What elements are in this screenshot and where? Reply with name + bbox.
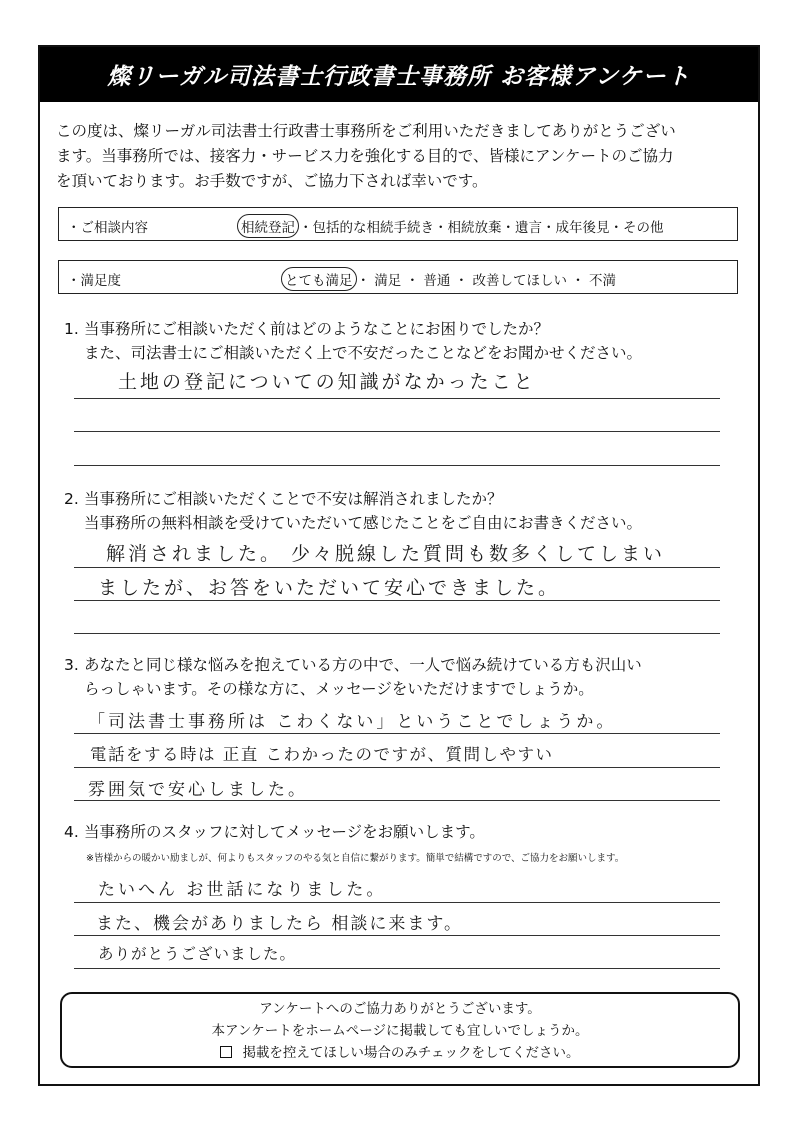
answer-rule [74,968,720,969]
answer-rule [74,567,720,568]
answer-3-line-3[interactable]: 雰囲気で安心しました。 [88,780,308,800]
question-2 [64,487,642,535]
answer-rule [74,733,720,734]
question-text: 当事務所の無料相談を受けていただいて感じたことをご自由にお書きください。 [84,514,643,532]
answer-rule [74,935,720,936]
question-3 [64,653,642,701]
question-text: 当事務所にご相談いただくことで不安は解消されましたか？ [84,490,503,508]
question-text: また、司法書士にご相談いただく上で不安だったことなどをお聞かせください。 [84,344,643,362]
footer-question: 本アンケートをホームページに掲載しても宜しいでしょうか。 [211,1023,589,1039]
consult-type-selected[interactable]: 相続登記 [237,214,299,238]
answer-2-line-2[interactable]: ましたが、お答をいただいて安心できました。 [98,577,561,599]
answer-3-line-1[interactable]: 「司法書士事務所は こわくない」ということでしょうか。 [88,712,617,732]
intro-line: ます。当事務所では、接客力・サービス力を強化する目的で、皆様にアンケートのご協力 [56,147,674,165]
answer-rule [74,431,720,432]
question-number: 3. [64,656,79,674]
answer-4-line-1[interactable]: たいへん お世話になりました。 [98,880,387,900]
question-1 [64,317,642,365]
consult-type-other-options[interactable]: ・包括的な相続手続き・相続放棄・遺言・成年後見・その他 [299,220,664,236]
answer-4-line-2[interactable]: また、機会がありましたら 相談に来ます。 [96,914,464,934]
answer-1-line-1[interactable]: 土地の登記についての知識がなかったこと [118,371,536,393]
satisfaction-options [281,269,616,289]
consult-type-label: ・ご相談内容 [67,220,148,236]
satisfaction-box [58,260,738,294]
form-title: 燦リーガル司法書士行政書士事務所 お客様アンケート [40,47,758,102]
answer-rule [74,600,720,601]
intro-text [56,119,746,194]
answer-4-line-3[interactable]: ありがとうございました。 [98,945,297,963]
question-text: 当事務所のスタッフに対してメッセージをお願いします。 [84,823,485,841]
satisfaction-other-options[interactable]: ・ 満足 ・ 普通 ・ 改善してほしい ・ 不満 [356,273,617,289]
question-number: 4. [64,823,79,841]
survey-form [38,45,760,1086]
answer-2-line-1[interactable]: 解消されました。 少々脱線した質問も数多くしてしまい [106,543,666,565]
consult-type-options [237,216,664,236]
publish-opt-out-checkbox[interactable] [220,1046,232,1058]
publish-opt-out-label: 掲載を控えてほしい場合のみチェックをしてください。 [242,1045,580,1061]
footer-box [60,992,740,1068]
intro-line: を頂いております。お手数ですが、ご協力下されば幸いです。 [56,172,488,190]
answer-rule [74,902,720,903]
answer-rule [74,465,720,466]
question-text: らっしゃいます。その様な方に、メッセージをいただけますでしょうか。 [84,680,594,698]
question-4 [64,820,485,844]
footer-checkbox-row [62,1042,738,1064]
answer-3-line-2[interactable]: 電話をする時は 正直 こわかったのですが、質問しやすい [90,745,554,764]
question-number: 1. [64,320,79,338]
question-text: 当事務所にご相談いただく前はどのようなことにお困りでしたか？ [84,320,550,338]
question-number: 2. [64,490,79,508]
answer-rule [74,398,720,399]
answer-rule [74,767,720,768]
footer-thanks: アンケートへのご協力ありがとうございます。 [259,1001,541,1017]
answer-rule [74,800,720,801]
answer-rule [74,633,720,634]
satisfaction-label: ・満足度 [67,273,121,289]
consult-type-box [58,207,738,241]
question-text: あなたと同じ様な悩みを抱えている方の中で、一人で悩み続けている方も沢山い [84,656,642,674]
intro-line: この度は、燦リーガル司法書士行政書士事務所をご利用いただきましてありがとうござい [56,122,676,140]
question-4-note: ※皆様からの暖かい励ましが、何よりもスタッフのやる気と自信に繋がります。簡単で結構ですので、ご協力をお願いします。 [86,853,625,864]
satisfaction-selected[interactable]: とても満足 [281,267,357,291]
